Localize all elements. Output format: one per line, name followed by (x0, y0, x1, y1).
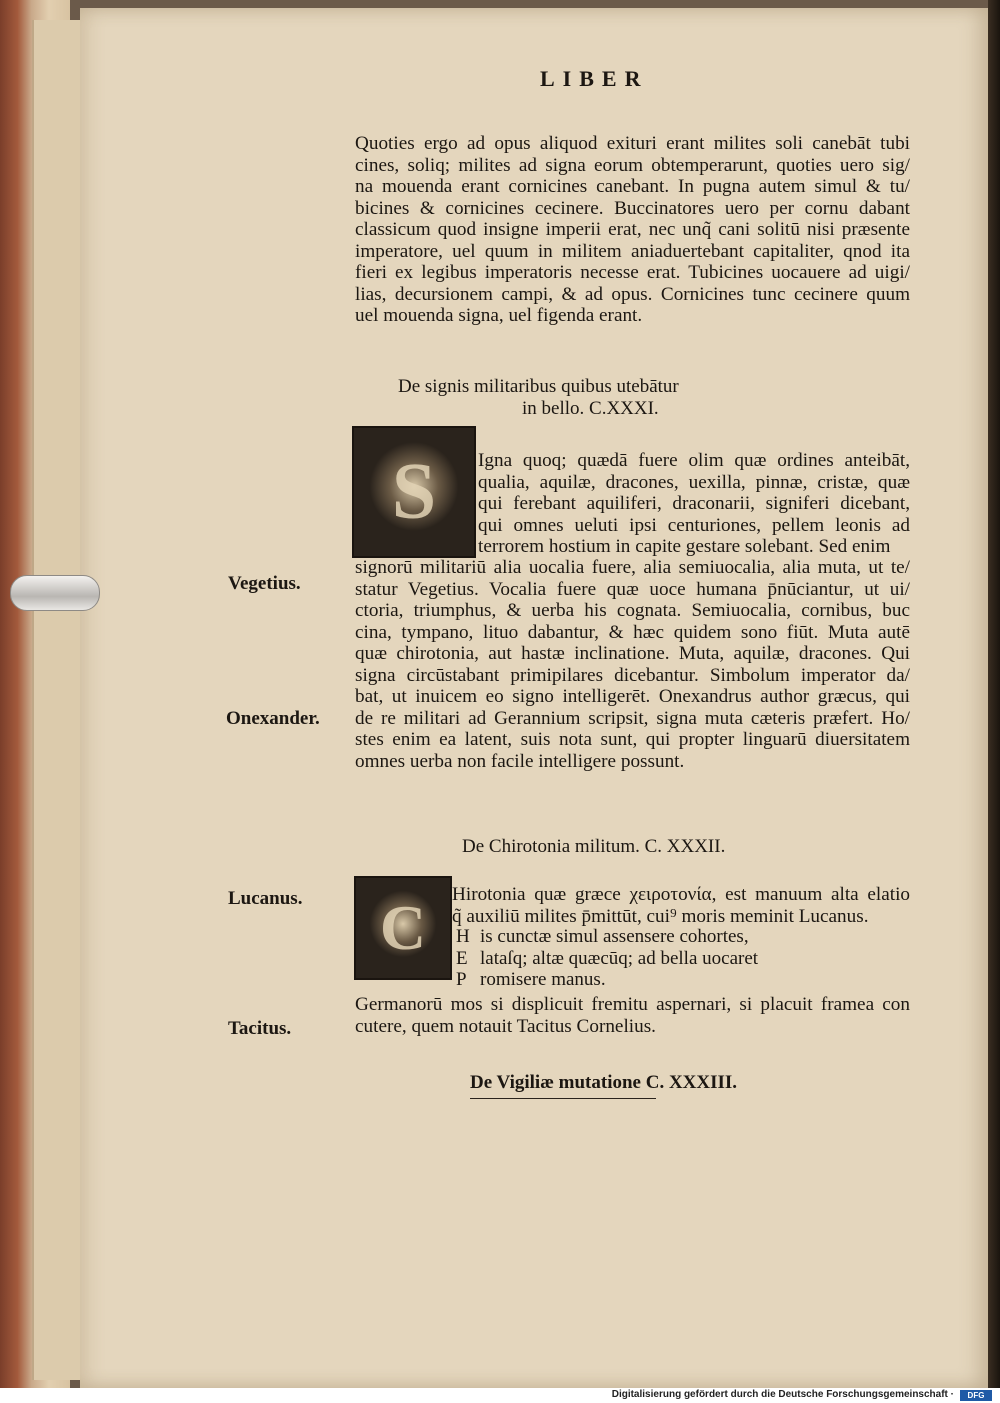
text-line: classicum quod insigne imperii erat, nec unq̃ cani solitū nisi præsente (355, 219, 910, 240)
text-line: signorū militariū alia uocalia fuere, alia semiuocalia, alia muta, ut te/ (355, 557, 910, 578)
page-clip (10, 575, 100, 611)
page-gutter-shadow (988, 0, 1000, 1388)
section-31-title-line1: De signis militaribus quibus utebātur (398, 376, 679, 397)
text-line: bat, ut inuicem eo signo intelligerēt. Onexandrus author græcus, qui (355, 686, 910, 707)
margin-note-onexander: Onexander. (226, 708, 320, 729)
initial-s-woodcut (352, 426, 476, 558)
text-line: omnes uerba non facile intelligere possunt. (355, 750, 685, 772)
initial-c-woodcut (354, 876, 452, 980)
verse-capital: E (456, 947, 468, 969)
text-line: Igna quoq; quædā fuere olim quæ ordines anteibāt, (478, 450, 910, 471)
text-line: Hirotonia quæ græce χειροτονία, est manuum alta elatio (452, 884, 910, 905)
verse-line: romisere manus. (480, 969, 606, 990)
text-line: Germanorū mos si displicuit fremitu aspernari, si placuit framea con (355, 994, 910, 1015)
section-32-indented-lines (452, 884, 910, 927)
text-line: signa circūstabant primipilares dicebantur. Simbolum imperator da/ (355, 664, 910, 686)
text-line: lias, decursionem campi, & ad opus. Cornicines tunc cecinere quum (355, 283, 910, 305)
text-line: cines, soliq; milites ad signa eorum obtemperarunt, quoties uero sig/ (355, 154, 910, 176)
section-33-underline (470, 1098, 656, 1099)
text-line: cina, tympano, lituo dabantur, & hæc quidem sono fiūt. Muta autē (355, 621, 910, 643)
text-line: stes enim ea latent, suis nota sunt, qui propter linguarū diuersitatem (355, 729, 910, 750)
margin-note-vegetius: Vegetius. (228, 573, 301, 594)
text-line: na mouenda erant cornicines canebant. In pugna autem simul & tu/ (355, 176, 910, 197)
verse-line: is cunctæ simul assensere cohortes, (480, 926, 749, 947)
verse-line: lataſq; altæ quæcūq; ad bella uocaret (480, 947, 759, 969)
initial-c-letter: C (379, 892, 427, 963)
footer-credit: Digitalisierung gefördert durch die Deutsche Forschungsgemeinschaft · (611, 1389, 954, 1400)
section-31-indented-lines (478, 450, 910, 558)
text-line: imperatore, uel quum in militem aniaduertebant capitaliter, qnod ita (355, 240, 910, 262)
initial-s-letter: S (391, 447, 437, 536)
text-line: terrorem hostium in capite gestare solebant. Sed enim (478, 536, 891, 557)
paragraph-intro (355, 133, 910, 327)
text-line: qui omnes ueluti ipsi centuriones, pellem leonis ad (478, 514, 910, 536)
section-32-body (355, 994, 910, 1037)
text-line: uel mouenda signa, uel figenda erant. (355, 305, 643, 326)
text-line: quæ chirotonia, aut hastæ inclinatione. Muta, aquilæ, dracones. Qui (355, 643, 910, 664)
verse-capital: P (456, 969, 467, 990)
dfg-logo: DFG (960, 1390, 992, 1401)
text-line: ctoria, triumphus, & uerba his cognata. Semiuocalia, cornibus, buc (355, 600, 910, 621)
margin-note-tacitus: Tacitus. (228, 1018, 292, 1039)
text-line: qui ferebant aquiliferi, draconarii, signiferi dicebant, (478, 493, 910, 514)
text-line: statur Vegetius. Vocalia fuere quæ uoce humana p̄nūciantur, ut ui/ (355, 578, 910, 600)
text-line: cutere, quem notauit Tacitus Cornelius. (355, 1015, 656, 1037)
text-line: q̃ auxiliū milites p̄mittūt, cui⁹ moris meminit Lucanus. (452, 905, 869, 927)
text-line: de re militari ad Gerannium scripsit, signa muta cæteris præfert. Ho/ (355, 707, 910, 729)
text-line: fieri ex legibus imperatoris necesse erat. Tubicines uocauere ad uigi/ (355, 262, 910, 283)
text-line: Quoties ergo ad opus aliquod exituri erant milites soli canebāt tubi (355, 133, 910, 154)
text-line: qualia, aquilæ, dracones, uexilla, pinnæ, cristæ, quæ (478, 471, 910, 493)
footer-bar (0, 1388, 1000, 1403)
section-31-title-line2: in bello. C.XXXI. (522, 398, 659, 419)
section-31-body (355, 557, 910, 772)
section-32-title: De Chirotonia militum. C. XXXII. (462, 836, 726, 857)
text-line: bicines & cornicines cecinere. Buccinatores uero per cornu dabant (355, 197, 910, 219)
running-header: LIBER (540, 66, 649, 91)
section-33-title: De Vigiliæ mutatione C. XXXIII. (470, 1072, 738, 1093)
verse-capital: H (456, 926, 470, 947)
margin-note-lucanus: Lucanus. (228, 888, 303, 909)
